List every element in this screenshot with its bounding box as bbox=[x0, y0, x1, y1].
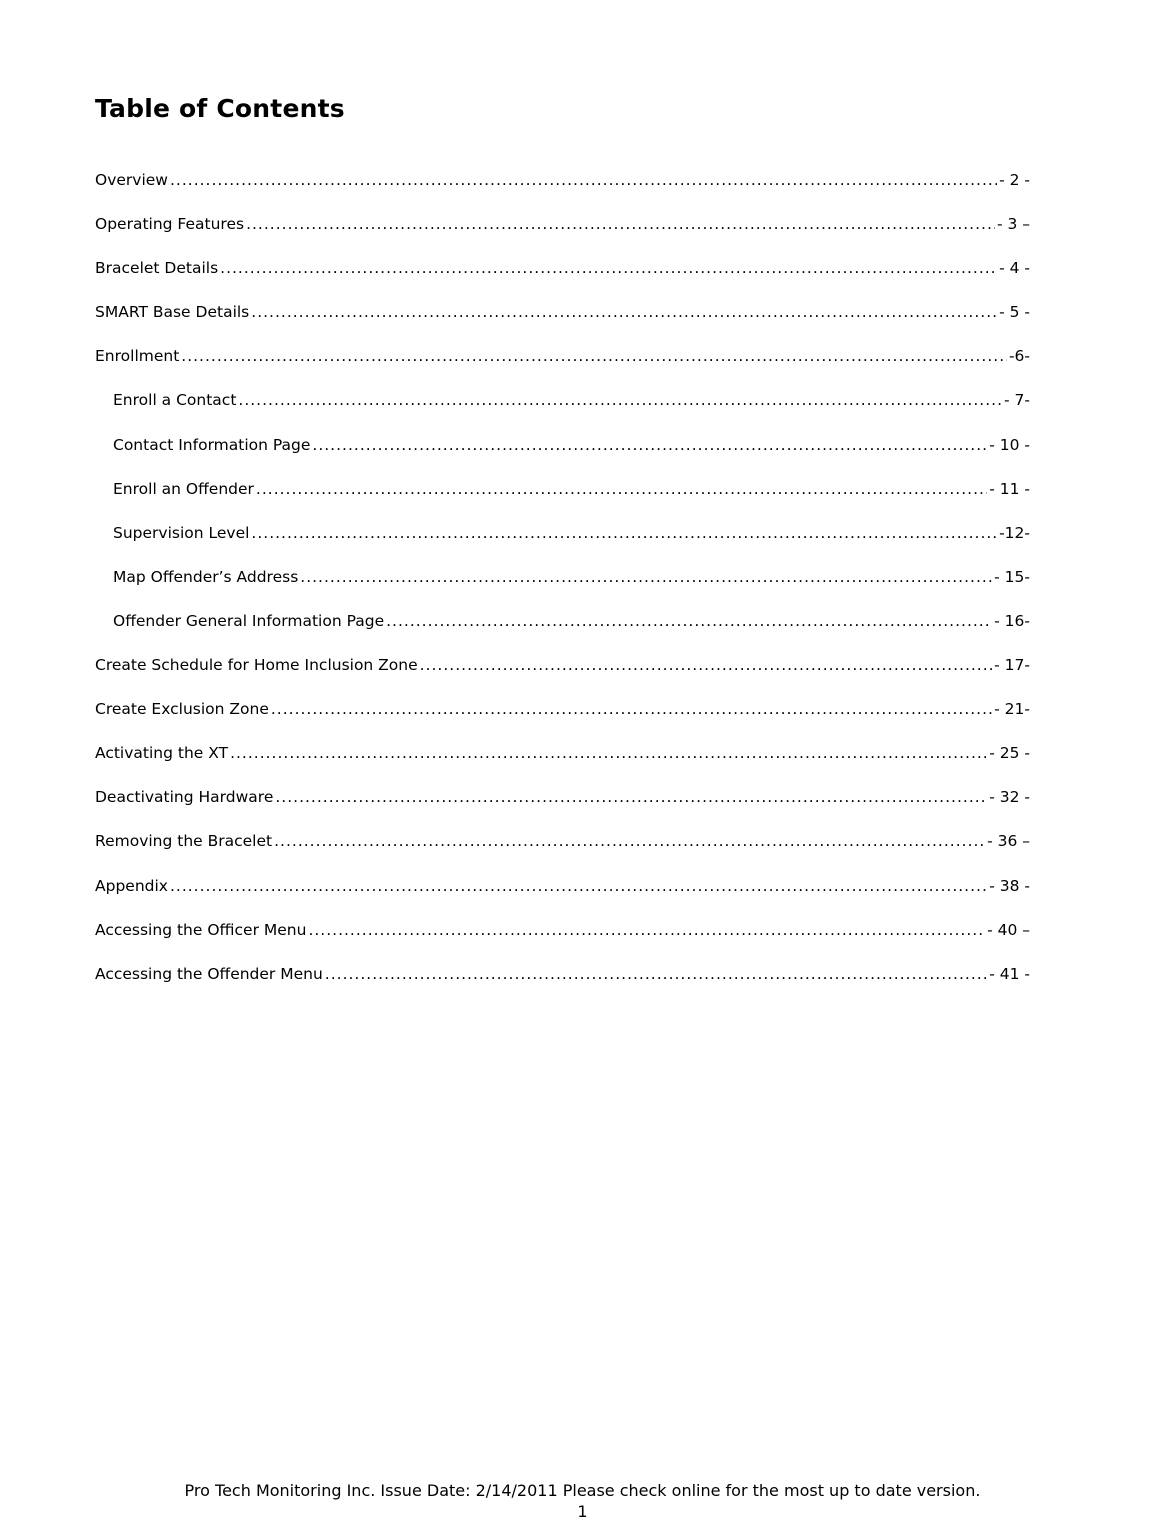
dot-leader bbox=[386, 610, 992, 632]
toc-entry-page: - 36 – bbox=[987, 832, 1030, 851]
toc-entry-text: Create Exclusion Zone bbox=[95, 700, 269, 719]
dot-leader bbox=[251, 522, 997, 544]
toc-entry-text: Create Schedule for Home Inclusion Zone bbox=[95, 656, 418, 675]
toc-entry-contact-information-page[interactable] bbox=[95, 434, 1030, 478]
toc-entry-text: Supervision Level bbox=[113, 523, 250, 542]
dot-leader bbox=[238, 389, 1002, 411]
dot-leader bbox=[308, 919, 985, 941]
toc-entry-accessing-the-officer-menu[interactable] bbox=[95, 919, 1030, 963]
dot-leader bbox=[312, 434, 987, 456]
toc-entry-text: SMART Base Details bbox=[95, 303, 250, 322]
toc-entry-create-exclusion-zone[interactable] bbox=[95, 698, 1030, 742]
toc-entry-operating-features[interactable] bbox=[95, 213, 1030, 257]
dot-leader bbox=[181, 345, 1007, 367]
toc-entry-page: -12- bbox=[999, 523, 1030, 542]
dot-leader bbox=[251, 301, 997, 323]
toc-entry-text: Accessing the Offender Menu bbox=[95, 964, 323, 983]
toc-entry-text: Enroll an Offender bbox=[113, 479, 254, 498]
toc-entry-page: - 16- bbox=[994, 611, 1030, 630]
dot-leader bbox=[220, 257, 997, 279]
dot-leader bbox=[230, 742, 987, 764]
dot-leader bbox=[170, 169, 997, 191]
dot-leader bbox=[325, 963, 987, 985]
toc-entry-text: Removing the Bracelet bbox=[95, 832, 273, 851]
dot-leader bbox=[300, 566, 992, 588]
toc-entry-smart-base-details[interactable] bbox=[95, 301, 1030, 345]
dot-leader bbox=[274, 830, 985, 852]
dot-leader bbox=[256, 478, 987, 500]
toc-entry-text: Map Offender’s Address bbox=[113, 567, 299, 586]
toc-entry-page: - 25 - bbox=[989, 744, 1030, 763]
toc-entry-deactivating-hardware[interactable] bbox=[95, 786, 1030, 830]
page-title: Table of Contents bbox=[95, 94, 345, 123]
toc-entry-page: - 15- bbox=[994, 567, 1030, 586]
toc-entry-text: Enroll a Contact bbox=[113, 391, 237, 410]
toc-entry-text: Contact Information Page bbox=[113, 435, 311, 454]
toc-entry-page: - 17- bbox=[994, 656, 1030, 675]
toc-entry-text: Bracelet Details bbox=[95, 259, 219, 278]
toc-entry-page: - 7- bbox=[1004, 391, 1030, 410]
toc-entry-page: -6- bbox=[1008, 347, 1030, 366]
toc-entry-map-offenders-address[interactable] bbox=[95, 566, 1030, 610]
toc-entry-bracelet-details[interactable] bbox=[95, 257, 1030, 301]
dot-leader bbox=[420, 654, 993, 676]
page-footer bbox=[0, 1480, 1165, 1522]
toc-entry-page: - 38 - bbox=[989, 876, 1030, 895]
toc-entry-page: - 10 - bbox=[989, 435, 1030, 454]
toc-entry-page: - 3 – bbox=[996, 215, 1030, 234]
toc-entry-text: Activating the XT bbox=[95, 744, 229, 763]
page-number: 1 bbox=[577, 1502, 588, 1521]
toc-entry-page: - 4 - bbox=[999, 259, 1030, 278]
dot-leader bbox=[275, 786, 987, 808]
toc-entry-overview[interactable] bbox=[95, 169, 1030, 213]
toc-entry-page: - 32 - bbox=[989, 788, 1030, 807]
toc-list bbox=[95, 169, 1030, 1007]
toc-entry-text: Appendix bbox=[95, 876, 168, 895]
toc-entry-text: Overview bbox=[95, 171, 168, 189]
toc-entry-enrollment[interactable] bbox=[95, 345, 1030, 389]
toc-entry-page: - 11 - bbox=[989, 479, 1030, 498]
toc-entry-page: - 5 - bbox=[999, 303, 1030, 322]
toc-entry-enroll-an-offender[interactable] bbox=[95, 478, 1030, 522]
toc-entry-page: - 40 – bbox=[987, 920, 1030, 939]
toc-entry-text: Accessing the Officer Menu bbox=[95, 920, 307, 939]
toc-entry-text: Operating Features bbox=[95, 215, 245, 234]
toc-entry-page: - 2 - bbox=[999, 171, 1030, 189]
toc-entry-appendix[interactable] bbox=[95, 875, 1030, 919]
toc-entry-text: Offender General Information Page bbox=[113, 611, 385, 630]
toc-entry-page: - 41 - bbox=[989, 964, 1030, 983]
dot-leader bbox=[170, 875, 987, 897]
footer-text: Pro Tech Monitoring Inc. Issue Date: 2/14/2011 Please check online for the most up to date version. bbox=[184, 1481, 981, 1500]
toc-entry-enroll-a-contact[interactable] bbox=[95, 389, 1030, 433]
toc-entry-activating-the-xt[interactable] bbox=[95, 742, 1030, 786]
toc-entry-create-schedule[interactable] bbox=[95, 654, 1030, 698]
toc-entry-page: - 21- bbox=[994, 700, 1030, 719]
dot-leader bbox=[246, 213, 995, 235]
dot-leader bbox=[271, 698, 992, 720]
toc-entry-removing-the-bracelet[interactable] bbox=[95, 830, 1030, 874]
toc-entry-offender-general-information-page[interactable] bbox=[95, 610, 1030, 654]
toc-entry-text: Deactivating Hardware bbox=[95, 788, 274, 807]
toc-entry-text: Enrollment bbox=[95, 347, 180, 366]
toc-entry-accessing-the-offender-menu[interactable] bbox=[95, 963, 1030, 1007]
toc-entry-supervision-level[interactable] bbox=[95, 522, 1030, 566]
